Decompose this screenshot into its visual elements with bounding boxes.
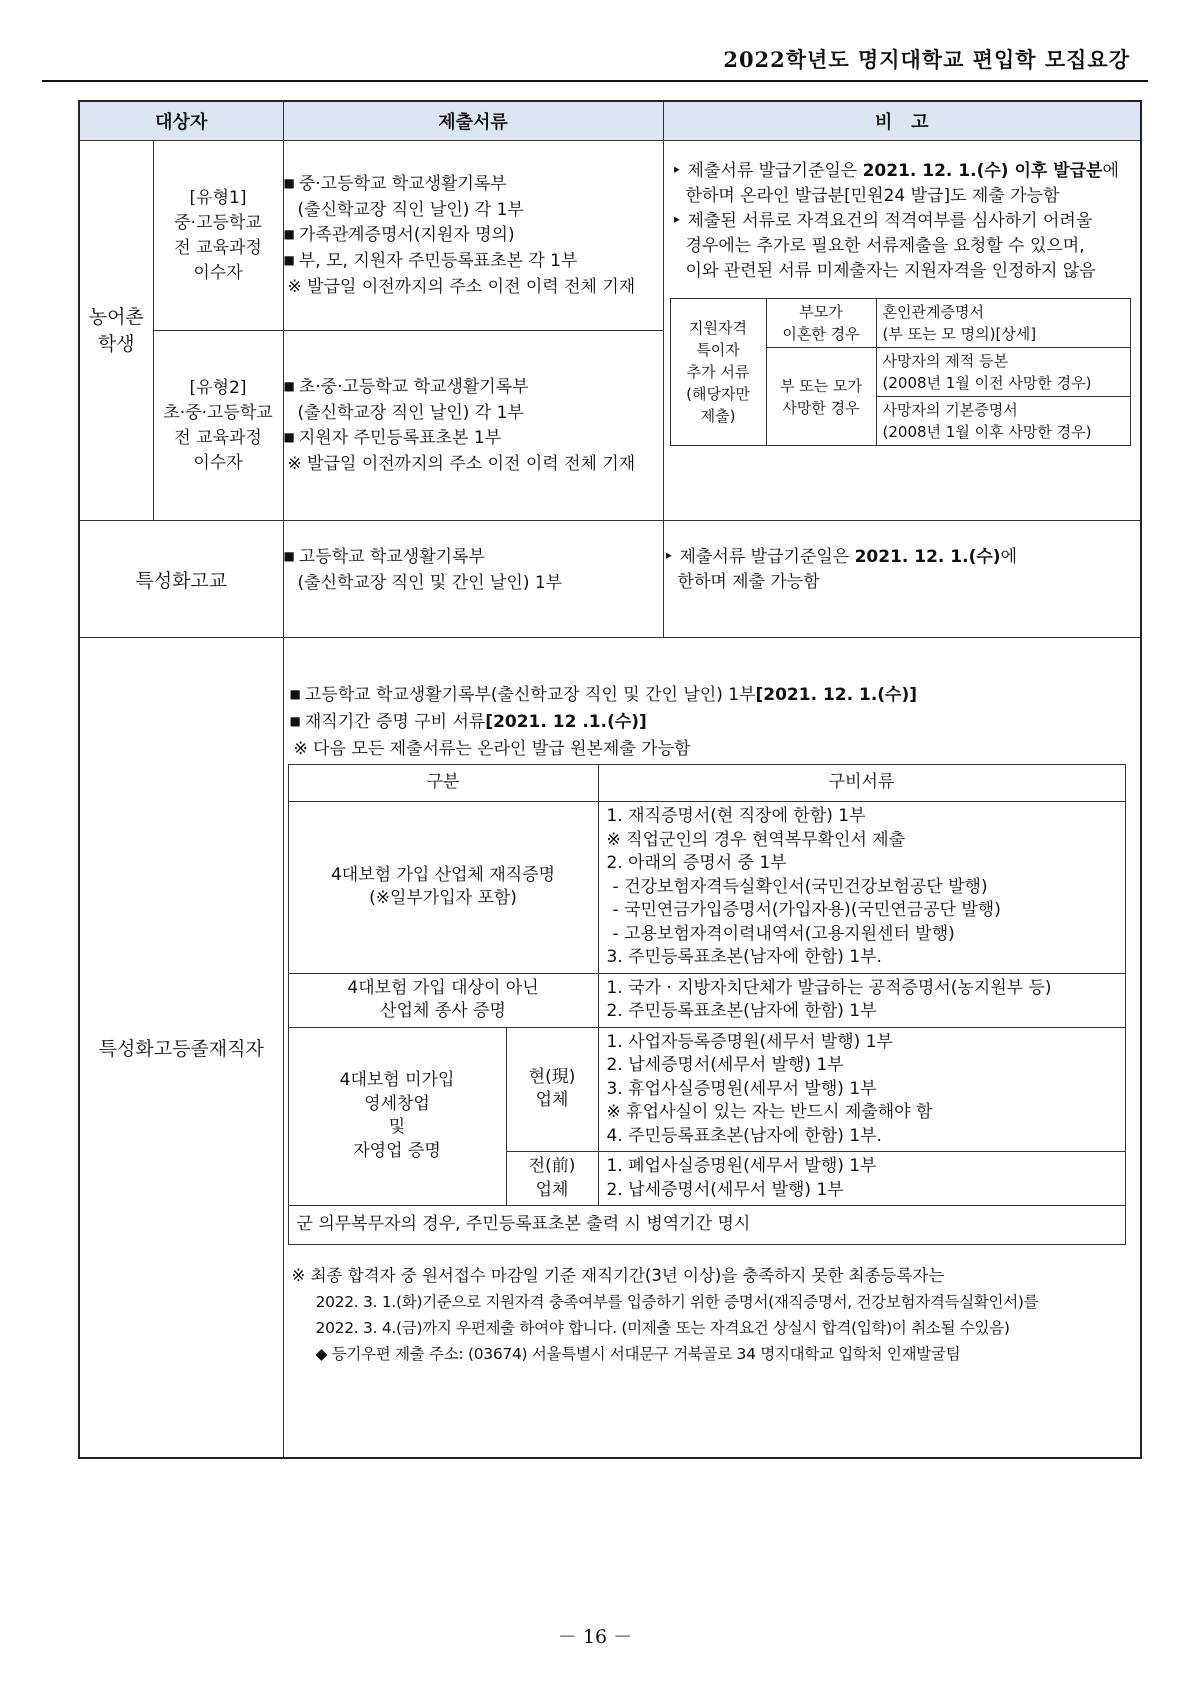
doc-line: - 고용보험자격이력내역서(고용지원센터 발행) — [612, 923, 955, 944]
category-line: 전(前) — [528, 1156, 576, 1176]
case-line: 사망한 경우 — [782, 398, 860, 417]
column-header-target: 대상자 — [79, 101, 283, 141]
military-service-note: 군 의무복무자의 경우, 주민등록표초본 출력 시 병역기간 명시 — [288, 1206, 1125, 1245]
doc-item: (출신학교장 직인 날인) 각 1부 — [297, 199, 524, 220]
doc-line: 1. 폐업사실증명원(세무서 발행) 1부 — [606, 1156, 877, 1176]
former-business-documents — [598, 1152, 1125, 1206]
final-registrant-notes — [284, 1245, 1141, 1375]
type1-label-line: 전 교육과정 — [174, 237, 262, 258]
doc-line: 3. 휴업사실증명원(세무서 발행) 1부 — [606, 1078, 877, 1099]
column-header-documents: 제출서류 — [283, 101, 663, 141]
category-line: 산업체 종사 증명 — [380, 1001, 506, 1021]
doc-line: - 건강보험자격득실확인서(국민건강보험공단 발행) — [612, 876, 988, 897]
doc-line: ※ 휴업사실이 있는 자는 반드시 제출해야 함 — [606, 1102, 933, 1122]
current-business-documents — [598, 1027, 1125, 1152]
table-row-employed — [79, 638, 1141, 1458]
doc-note: ※ 발급일 이전까지의 주소 이전 이력 전체 기재 — [287, 453, 636, 474]
doc-line: 3. 주민등록표초본(남자에 한함) 1부. — [606, 947, 882, 967]
specialized-remarks — [663, 521, 1141, 638]
doc-note: ※ 발급일 이전까지의 주소 이전 이력 전체 기재 — [287, 276, 636, 297]
remark-date-bold: 2021. 12. 1.(수) 이후 발급분 — [862, 161, 1103, 181]
remark-line: 한하며 온라인 발급분[민원24 발급]도 제출 가능함 — [685, 186, 1060, 206]
case-line: 부모가 — [799, 303, 843, 321]
header-divider — [42, 80, 1148, 82]
doc-line: 2. 납세증명서(세무서 발행) 1부 — [606, 1179, 844, 1200]
doc-item — [290, 682, 1135, 709]
doc-text: 고등학교 학교생활기록부(출신학교장 직인 및 간인 날인) 1부 — [304, 685, 756, 705]
remark-text: 제출서류 발급기준일은 — [687, 161, 863, 181]
divorced-document — [876, 299, 1130, 348]
remark-line — [664, 545, 1141, 570]
rural-remarks — [663, 141, 1141, 521]
case-line: 이혼한 경우 — [782, 325, 860, 343]
rural-label: 농어촌 학생 — [79, 141, 153, 521]
note-line: ※ 최종 합격자 중 원서접수 마감일 기준 재직기간(3년 이상)을 충족하지 못한 최종등록자는 — [291, 1266, 945, 1285]
type1-label-line: 이수자 — [193, 262, 243, 283]
doc-note: ※ 다음 모든 제출서류는 온라인 발급 원본제출 가능함 — [293, 739, 691, 759]
table-row-specialized — [79, 521, 1141, 638]
doc-date-bold: [2021. 12 .1.(수)] — [485, 712, 647, 732]
extra-documents-table — [670, 298, 1131, 446]
employment-proof-table — [288, 764, 1126, 1245]
doc-item: ■ 고등학교 학교생활기록부 — [284, 545, 663, 571]
remark-text: 제출서류 발급기준일은 — [679, 547, 855, 567]
type2-label-line: 전 교육과정 — [174, 427, 262, 448]
table-row-rural-type1 — [79, 141, 1141, 331]
type1-label — [153, 141, 283, 331]
divorced-case — [766, 299, 876, 348]
non-insured-employment-documents — [598, 973, 1125, 1027]
specialized-label: 특성화고교 — [79, 521, 283, 638]
type2-documents — [283, 331, 663, 521]
doc-line: 1. 국가 · 지방자치단체가 발급하는 공적증명서(농지원부 등) — [606, 977, 1052, 998]
doc-line: 2. 아래의 증명서 중 1부 — [606, 853, 787, 873]
sub-column-documents: 구비서류 — [598, 765, 1125, 802]
category-line: 업체 — [535, 1090, 569, 1111]
doc-line: 1. 재직증명서(현 직장에 한함) 1부 — [606, 806, 866, 826]
sub-column-category: 구분 — [288, 765, 598, 802]
doc-line: 2. 주민등록표초본(남자에 한함) 1부 — [606, 1001, 877, 1021]
deceased-document-1 — [876, 348, 1130, 397]
doc-item: ■ 중·고등학교 학교생활기록부 — [284, 172, 663, 198]
category-line: 현(現) — [528, 1066, 576, 1087]
page-header-title: 2022학년도 명지대학교 편입학 모집요강 — [723, 47, 1130, 72]
remark-line — [672, 159, 1133, 184]
deceased-case — [766, 348, 876, 446]
insured-employment-label — [288, 802, 598, 974]
doc-line: ※ 직업군인의 경우 현역복무확인서 제출 — [606, 829, 906, 850]
rural-remark-notes — [664, 141, 1141, 284]
doc-date-bold: [2021. 12. 1.(수)] — [755, 685, 918, 705]
type2-label-line: 초·중·고등학교 — [163, 402, 273, 423]
remark-text: 에 — [1102, 161, 1119, 181]
doc-line: 사망자의 기본증명서 — [882, 401, 1018, 419]
extra-label-line: 추가 서류 — [686, 363, 750, 381]
doc-line: 혼인관계증명서 — [882, 303, 984, 321]
specialized-documents — [283, 521, 663, 638]
former-business-label — [506, 1152, 598, 1206]
remark-date-bold: 2021. 12. 1.(수) — [854, 547, 1001, 567]
extra-label — [670, 299, 766, 446]
employed-label: 특성화고등졸재직자 — [79, 638, 283, 1458]
employed-documents — [283, 638, 1141, 1458]
current-business-label — [506, 1027, 598, 1152]
category-line: 4대보험 가입 대상이 아닌 — [347, 977, 539, 998]
category-line: 및 — [388, 1117, 406, 1138]
insured-employment-documents — [598, 802, 1125, 974]
extra-label-line: 제출) — [700, 407, 736, 425]
category-line: 영세창업 — [364, 1093, 430, 1114]
category-line: 자영업 증명 — [353, 1140, 441, 1161]
doc-line: (2008년 1월 이전 사망한 경우) — [882, 374, 1092, 392]
extra-label-line: (해당자만 — [686, 385, 750, 403]
remark-line: ‣ 제출된 서류로 자격요건의 적격여부를 심사하기 어려울 — [672, 209, 1133, 234]
type2-label-line: 이수자 — [193, 452, 243, 473]
doc-line: 2. 납세증명서(세무서 발행) 1부 — [606, 1055, 844, 1075]
non-insured-employment-label — [288, 973, 598, 1027]
extra-label-line: 특이자 — [696, 341, 740, 359]
doc-line: - 국민연금가입증명서(가입자용)(국민연금공단 발행) — [612, 900, 1001, 920]
doc-item: ■ 초·중·고등학교 학교생활기록부 — [284, 375, 663, 401]
remark-line: 경우에는 추가로 필요한 서류제출을 요청할 수 있으며, — [685, 236, 1085, 256]
page-number: － 16 － — [557, 1626, 633, 1648]
category-line: 업체 — [535, 1179, 569, 1200]
extra-label-line: 지원자격 — [689, 319, 747, 337]
doc-item: ■ 부, 모, 지원자 주민등록표초본 각 1부 — [284, 249, 663, 275]
doc-text: 재직기간 증명 구비 서류 — [304, 712, 486, 732]
doc-item: ■ 가족관계증명서(지원자 명의) — [284, 223, 663, 249]
type1-label-line: 중·고등학교 — [174, 212, 262, 233]
remark-text: 에 — [1000, 547, 1017, 567]
doc-line: 사망자의 제적 등본 — [882, 352, 1008, 370]
case-line: 부 또는 모가 — [780, 376, 863, 395]
type2-label — [153, 331, 283, 521]
doc-item: (출신학교장 직인 및 간인 날인) 1부 — [297, 573, 563, 593]
doc-line: (부 또는 모 명의)[상세] — [882, 325, 1037, 343]
self-employment-label — [288, 1027, 506, 1206]
column-header-remarks: 비 고 — [663, 101, 1141, 141]
note-line: 2022. 3. 1.(화)기준으로 지원자격 충족여부를 입증하기 위한 증명서(재직증명서, 건강보험자격득실확인서)를 — [315, 1293, 1039, 1311]
doc-line: (2008년 1월 이후 사망한 경우) — [882, 423, 1092, 441]
remark-line: 이와 관련된 서류 미제출자는 지원자격을 인정하지 않음 — [685, 261, 1096, 281]
deceased-document-2 — [876, 397, 1130, 446]
employed-intro — [284, 638, 1141, 764]
doc-line: 1. 사업자등록증명원(세무서 발행) 1부 — [606, 1031, 893, 1052]
note-line: 2022. 3. 4.(금)까지 우편제출 하여야 합니다. (미제출 또는 자격요건 상실시 합격(입학)이 취소될 수있음) — [315, 1319, 1010, 1337]
remark-line: 한하며 제출 가능함 — [677, 572, 820, 592]
doc-item — [290, 709, 1135, 736]
category-line: 4대보험 가입 산업체 재직증명 — [330, 864, 556, 885]
doc-line: 4. 주민등록표초본(남자에 한함) 1부. — [606, 1125, 882, 1146]
type2-label-line: [유형2] — [189, 377, 247, 398]
type1-label-line: [유형1] — [189, 187, 247, 208]
table-header-row — [79, 101, 1141, 141]
category-line: (※일부가입자 포함) — [369, 888, 517, 909]
type1-documents — [283, 141, 663, 331]
requirements-table — [78, 100, 1142, 1459]
mail-address-line: ◆ 등기우편 제출 주소: (03674) 서울특별시 서대문구 거북골로 34 명지대학교 입학처 인재발굴팀 — [315, 1345, 961, 1363]
doc-item: (출신학교장 직인 날인) 각 1부 — [297, 402, 524, 423]
category-line: 4대보험 미가입 — [339, 1070, 455, 1091]
doc-item: ■ 지원자 주민등록표초본 1부 — [284, 426, 663, 452]
